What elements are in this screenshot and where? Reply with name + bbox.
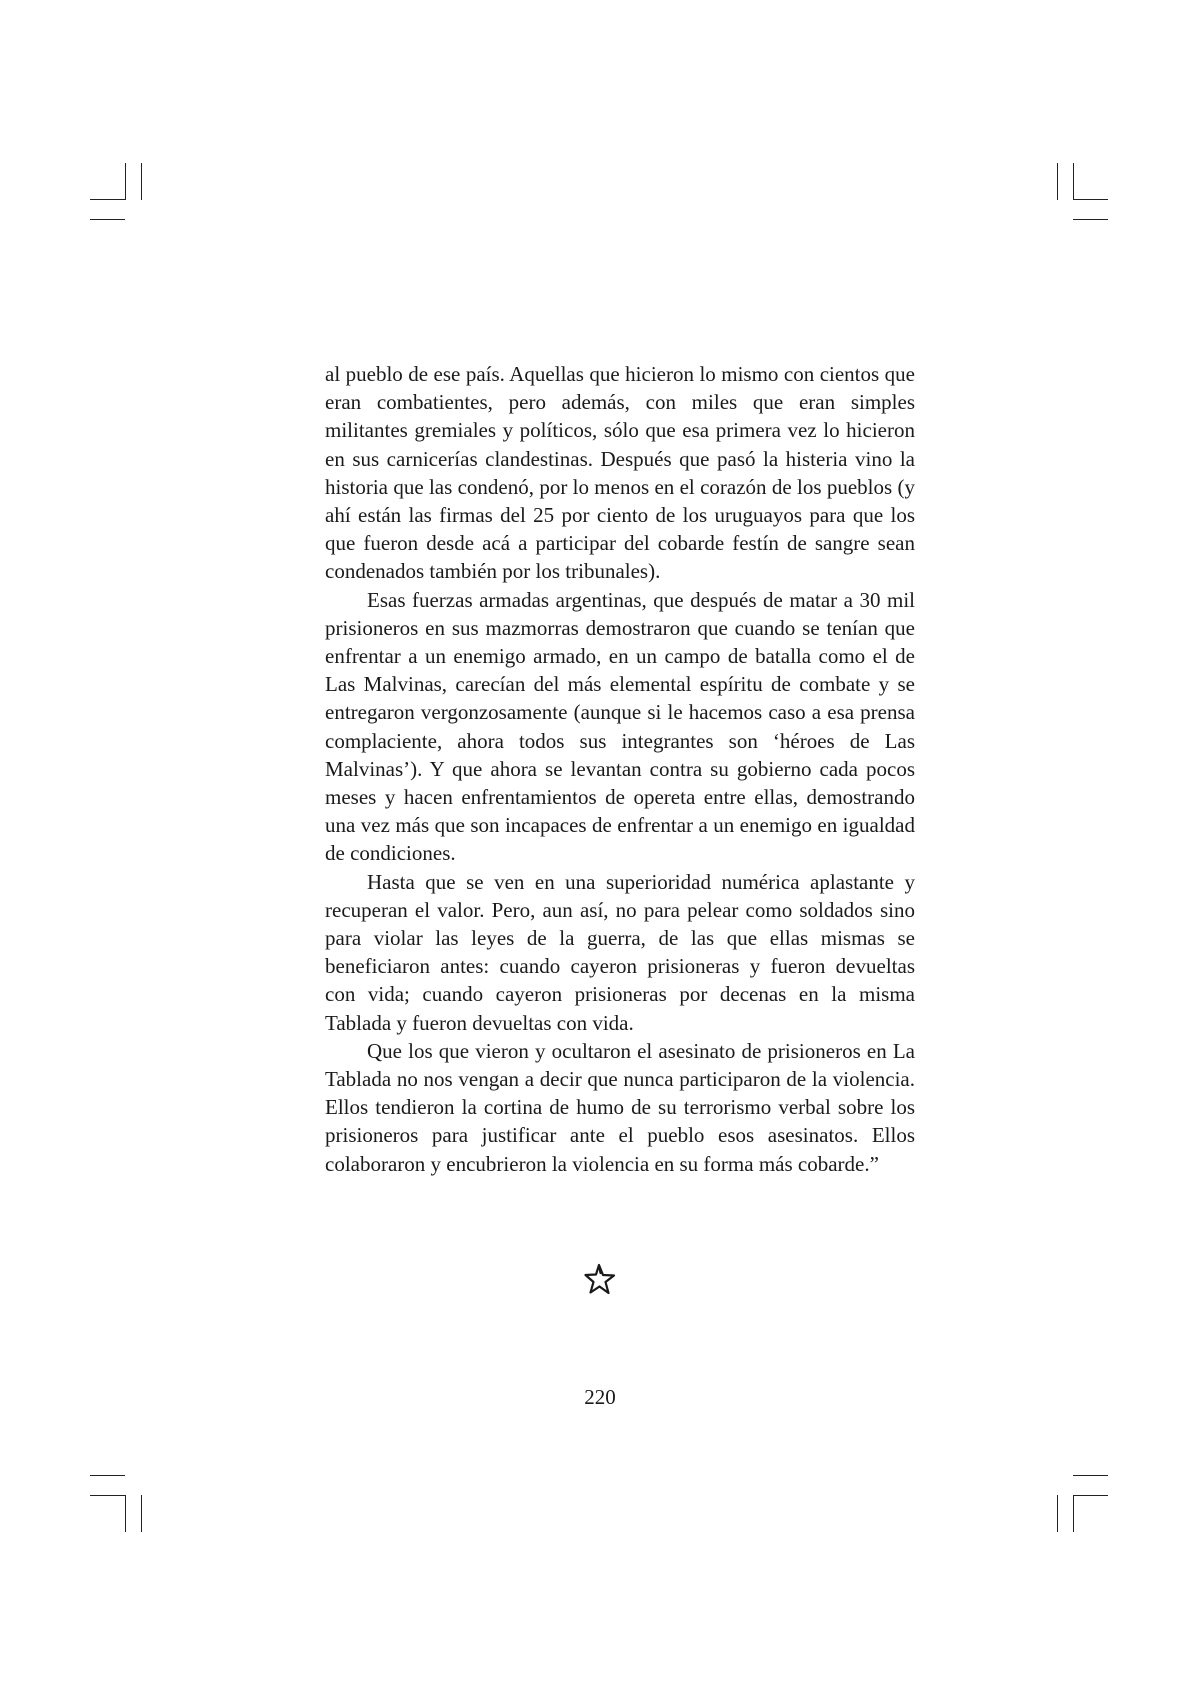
star-icon [583,1262,617,1296]
crop-mark-top-right [1073,199,1108,200]
crop-mark-top-right [1057,163,1058,200]
crop-mark-bottom-right [1073,1475,1108,1476]
paragraph: Que los que vieron y ocultaron el asesinato de prisioneros en La Tablada no nos vengan a decir que nunca participaron de la violencia. Ellos tendieron la cortina de humo de su terrorismo verbal sobre los prisioneros para justificar ante el pueblo esos asesinatos. Ellos colaboraron y encubrieron la violencia en su forma más cobarde.” [325,1038,915,1176]
crop-mark-top-right [1073,219,1108,220]
crop-mark-bottom-left [90,1495,125,1496]
paragraph: al pueblo de ese país. Aquellas que hicieron lo mismo con cientos que eran combatientes, pero además, con miles que eran simples militantes gremiales y políticos, sólo que esa primera vez lo hicieron en sus carnicerías clandestinas. Después que pasó la histeria vino la historia que las condenó, por lo menos en el corazón de los pueblos (y ahí están las firmas del 25 por ciento de los uruguayos para que los que fueron desde acá a participar del cobarde festín de sangre sean condenados también por los tribunales). [325,362,915,584]
crop-mark-bottom-left [125,1495,126,1532]
crop-mark-bottom-right [1073,1495,1074,1532]
crop-mark-bottom-right [1057,1495,1058,1532]
crop-mark-top-left [125,163,126,200]
crop-mark-top-left [90,219,125,220]
crop-mark-top-left [90,199,125,200]
crop-mark-top-left [141,163,142,200]
crop-mark-top-right [1073,163,1074,200]
crop-mark-bottom-right [1073,1495,1108,1496]
body-text [325,360,915,1178]
paragraph: Esas fuerzas armadas argentinas, que después de matar a 30 mil prisioneros en sus mazmorras demostraron que cuando se tenían que enfrentar a un enemigo armado, en un campo de batalla como el de Las Malvinas, carecían del más elemental espíritu de combate y se entregaron vergonzosamente (aunque si le hacemos caso a esa prensa complaciente, ahora todos sus integrantes son ‘héroes de Las Malvinas’). Y que ahora se levantan contra su gobierno cada pocos meses y hacen enfrentamientos de opereta entre ellas, demostrando una vez más que son incapaces de enfrentar a un enemigo en igualdad de condiciones. [325,587,915,866]
paragraph: Hasta que se ven en una superioridad numérica aplastante y recuperan el valor. Pero, aun así, no para pelear como soldados sino para violar las leyes de la guerra, de las que ellas mismas se beneficiaron antes: cuando cayeron prisioneras y fueron devueltas con vida; cuando cayeron prisioneras por decenas en la misma Tablada y fueron devueltas con vida. [325,869,915,1035]
page-number: 220 [584,1385,616,1409]
crop-mark-bottom-left [141,1495,142,1532]
crop-mark-bottom-left [90,1475,125,1476]
